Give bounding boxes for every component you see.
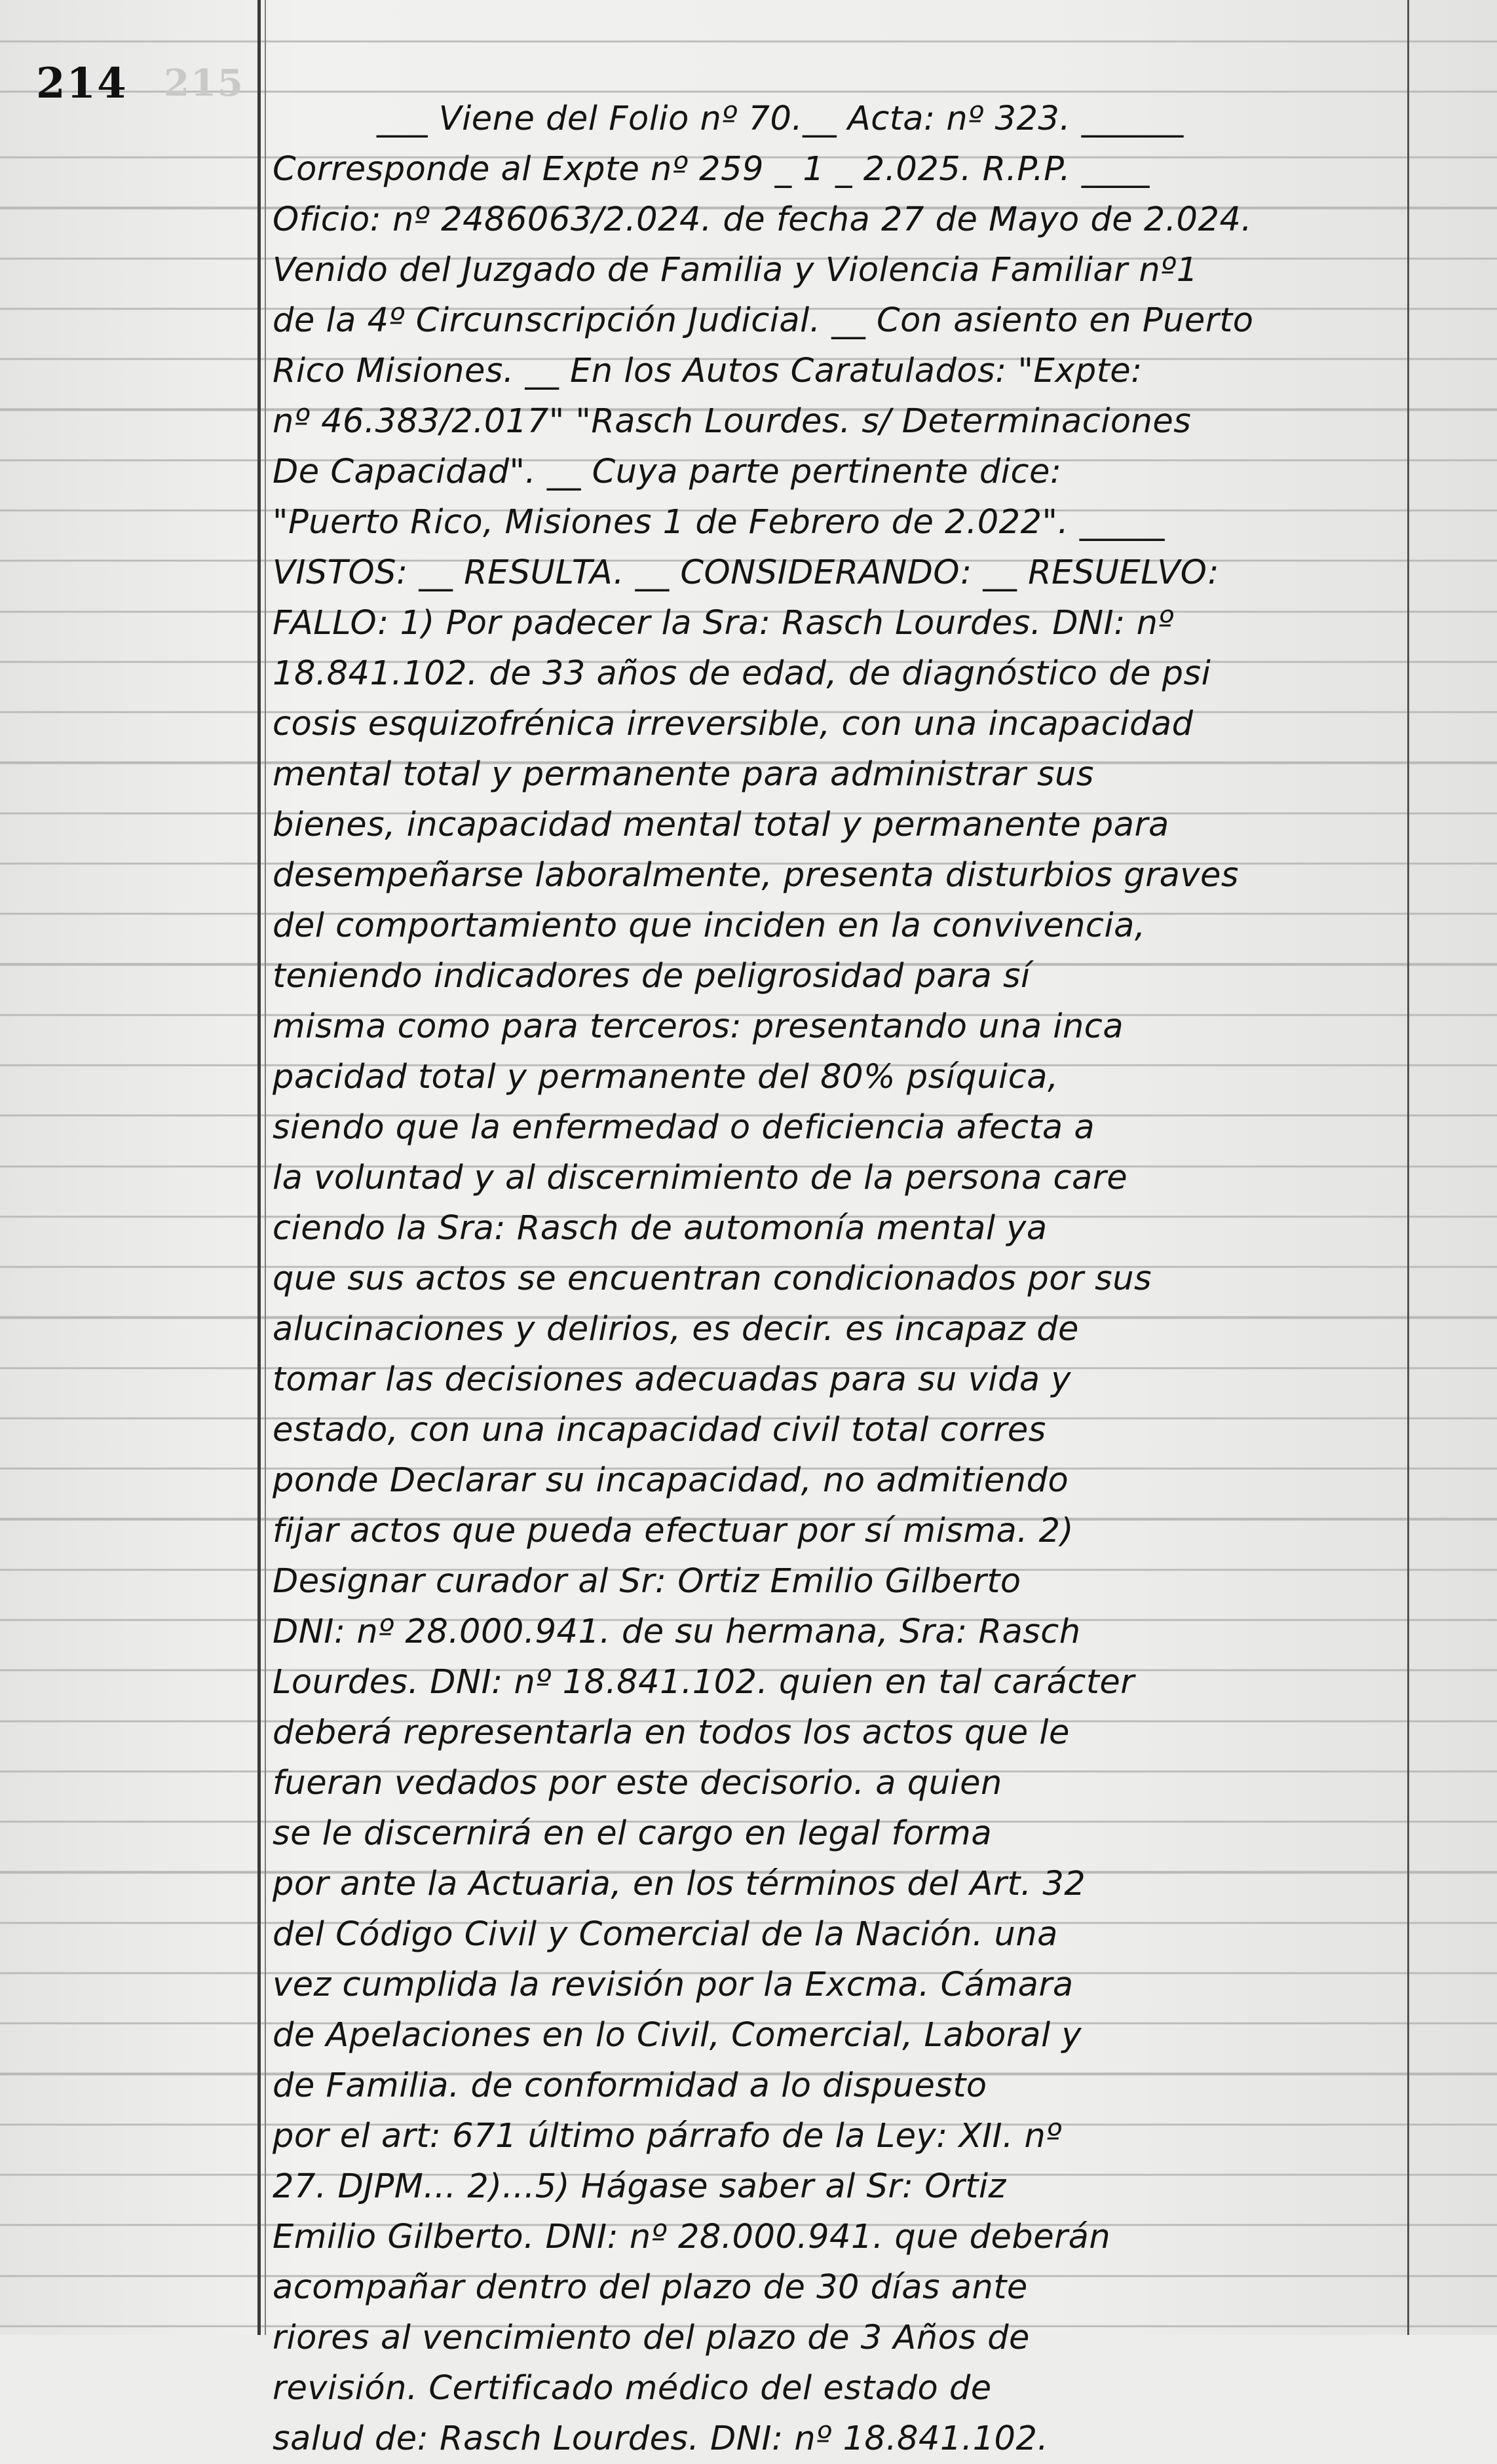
text-line: por ante la Actuaria, en los términos del Art. 32: [273, 1865, 1086, 1903]
text-line: alucinaciones y delirios, es decir. es incapaz de: [273, 1310, 1079, 1349]
folio-number-bleed: 215: [164, 62, 244, 105]
text-line: Venido del Juzgado de Familia y Violencia Familiar nº1: [273, 251, 1198, 289]
text-line: tomar las decisiones adecuadas para su vida y: [273, 1360, 1071, 1399]
text-line: estado, con una incapacidad civil total corres: [273, 1411, 1046, 1449]
text-line: del Código Civil y Comercial de la Nación. una: [273, 1915, 1058, 1954]
text-line: Designar curador al Sr: Ortiz Emilio Gilberto: [273, 1562, 1021, 1601]
text-line: ponde Declarar su incapacidad, no admitiendo: [273, 1461, 1069, 1500]
handwritten-text-block: [262, 94, 1407, 2464]
text-line: riores al vencimiento del plazo de 3 Años de: [273, 2319, 1030, 2357]
text-line: 27. DJPM... 2)...5) Hágase saber al Sr: Ortiz: [273, 2167, 1006, 2206]
text-line: salud de: Rasch Lourdes. DNI: nº 18.841.102.: [273, 2419, 1049, 2458]
text-line: ___ Viene del Folio nº 70.__ Acta: nº 323. ______: [377, 100, 1184, 138]
text-line: Oficio: nº 2486063/2.024. de fecha 27 de Mayo de 2.024.: [273, 200, 1253, 239]
text-line: 18.841.102. de 33 años de edad, de diagnóstico de psi: [273, 654, 1211, 693]
margin-rule: [257, 0, 261, 2335]
text-line: mental total y permanente para administrar sus: [273, 755, 1094, 794]
text-line: de Apelaciones en lo Civil, Comercial, Laboral y: [273, 2016, 1082, 2055]
text-line: teniendo indicadores de peligrosidad para sí: [273, 957, 1031, 996]
text-line: misma como para terceros: presentando una inca: [273, 1007, 1124, 1046]
text-line: Emilio Gilberto. DNI: nº 28.000.941. que deberán: [273, 2218, 1111, 2256]
text-line: la voluntad y al discernimiento de la persona care: [273, 1159, 1128, 1197]
text-line: de la 4º Circunscripción Judicial. __ Con asiento en Puerto: [273, 301, 1254, 340]
text-line: Lourdes. DNI: nº 18.841.102. quien en tal carácter: [273, 1663, 1135, 1702]
text-line: de Familia. de conformidad a lo dispuesto: [273, 2066, 987, 2105]
folio-number: 214: [36, 59, 128, 108]
text-line: revisión. Certificado médico del estado de: [273, 2369, 992, 2408]
text-line: DNI: nº 28.000.941. de su hermana, Sra: Rasch: [273, 1613, 1081, 1651]
text-line: ciendo la Sra: Rasch de automonía mental ya: [273, 1209, 1048, 1248]
text-line: nº 46.383/2.017" "Rasch Lourdes. s/ Determinaciones: [273, 402, 1192, 441]
text-line: se le discernirá en el cargo en legal forma: [273, 1814, 993, 1853]
text-line: FALLO: 1) Por padecer la Sra: Rasch Lourdes. DNI: nº: [273, 604, 1174, 643]
text-line: cosis esquizofrénica irreversible, con una incapacidad: [273, 705, 1194, 743]
text-line: desempeñarse laboralmente, presenta disturbios graves: [273, 856, 1239, 895]
text-line: vez cumplida la revisión por la Excma. Cámara: [273, 1966, 1074, 2004]
text-line: acompañar dentro del plazo de 30 días ante: [273, 2268, 1028, 2307]
text-line: fijar actos que pueda efectuar por sí misma. 2): [273, 1512, 1074, 1550]
text-line: deberá representarla en todos los actos que le: [273, 1713, 1070, 1752]
text-line: De Capacidad". __ Cuya parte pertinente dice:: [273, 453, 1062, 491]
text-line: que sus actos se encuentran condicionados por sus: [273, 1260, 1152, 1298]
text-line: bienes, incapacidad mental total y permanente para: [273, 806, 1169, 844]
text-line: VISTOS: __ RESULTA. __ CONSIDERANDO: __ RESUELVO:: [273, 553, 1220, 592]
text-line: pacidad total y permanente del 80% psíquica,: [273, 1058, 1059, 1096]
text-line: del comportamiento que inciden en la convivencia,: [273, 906, 1146, 945]
text-line: siendo que la enfermedad o deficiencia afecta a: [273, 1108, 1095, 1147]
text-line: Rico Misiones. __ En los Autos Caratulados: "Expte:: [273, 352, 1143, 390]
text-line: Corresponde al Expte nº 259 _ 1 _ 2.025. R.P.P. ____: [273, 150, 1150, 189]
text-line: "Puerto Rico, Misiones 1 de Febrero de 2.022". _____: [273, 503, 1165, 542]
right-margin-rule: [1407, 0, 1409, 2335]
text-line: por el art: 671 último párrafo de la Ley: XII. nº: [273, 2117, 1062, 2156]
text-line: fueran vedados por este decisorio. a quien: [273, 1764, 1002, 1802]
